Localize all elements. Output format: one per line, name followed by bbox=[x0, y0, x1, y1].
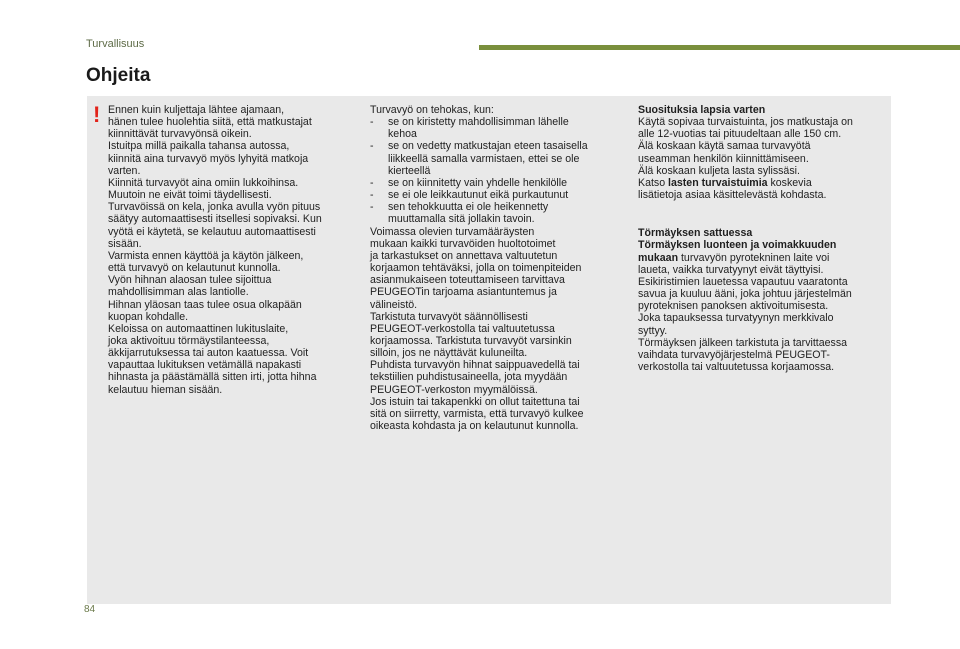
dash-marker: - bbox=[370, 176, 374, 189]
text-line: varten. bbox=[108, 164, 141, 177]
text-line: kiinnittävät turvavyönsä oikein. bbox=[108, 128, 252, 141]
text-line: Kiinnitä turvavyöt aina omiin lukkoihinsa. bbox=[108, 176, 299, 189]
text-line: verkostolla tai valtuutetussa korjaamossa. bbox=[638, 360, 835, 373]
text-line: että turvavyö on kelautunut kunnolla. bbox=[108, 262, 281, 275]
text-line: syttyy. bbox=[638, 324, 668, 337]
column-general-instructions bbox=[108, 104, 356, 396]
text-line: Vyön hihnan alaosan tulee sijoittua bbox=[108, 274, 272, 287]
text-line: Voimassa olevien turvamääräysten bbox=[370, 225, 535, 238]
refer-line bbox=[638, 177, 886, 189]
text-line: Puhdista turvavyön hihnat saippuavedellä tai bbox=[370, 359, 580, 372]
text-line: Varmista ennen käyttöä ja käytön jälkeen, bbox=[108, 249, 304, 262]
text-line: kiinnitä aina turvavyö myös lyhyitä matkoja bbox=[108, 152, 309, 165]
text-line: korjaamon tehtäväksi, jolla on toimenpiteiden bbox=[370, 262, 582, 275]
text-line: Käytä sopivaa turvaistuinta, jos matkustaja on bbox=[638, 116, 853, 129]
text-line: Esikiristimien lauetessa vapautuu vaaratonta bbox=[638, 275, 848, 288]
text-line: sitä on siirretty, varmista, että turvavyö kulkee bbox=[370, 407, 584, 420]
list-item bbox=[370, 116, 620, 140]
text-line: lisätietoja asiaa käsittelevästä kohdasta. bbox=[638, 189, 827, 202]
text-line: oikeasta kohdasta ja on kelautunut kunnolla. bbox=[370, 420, 579, 433]
section-label: Turvallisuus bbox=[86, 38, 145, 50]
list-item bbox=[370, 201, 620, 225]
page-number: 84 bbox=[84, 604, 96, 615]
text-line: kehoa bbox=[388, 128, 417, 141]
text-line: joka aktivoituu törmäystilanteessa, bbox=[108, 334, 270, 347]
collision-rest: turvavyön pyrotekninen laite voi bbox=[678, 251, 830, 264]
text-line: se ei ole leikkautunut eikä purkautunut bbox=[388, 189, 569, 202]
text-line: laueta, vaikka turvatyynyt eivät täyttyisi. bbox=[638, 263, 824, 276]
column-seatbelt-effectiveness bbox=[370, 104, 620, 432]
text-line: PEUGEOTin tarjoama asiantuntemus ja bbox=[370, 286, 557, 299]
refer-post: koskevia bbox=[767, 176, 812, 189]
text-line: asianmukaiseen toteuttamiseen tarvittava bbox=[370, 274, 565, 287]
text-line: se on kiristetty mahdollisimman lähelle bbox=[388, 116, 569, 129]
list-item bbox=[370, 177, 620, 189]
text-line: PEUGEOT-verkoston myymälöissä. bbox=[370, 383, 538, 396]
text-line: vaihdata turvavyöjärjestelmä PEUGEOT- bbox=[638, 348, 830, 361]
text-line: kuopan kohdalle. bbox=[108, 310, 189, 323]
text-line: ja tarkastukset on annettava valtuutetun bbox=[370, 249, 558, 262]
text-line: Jos istuin tai takapenkki on ollut taitettuna tai bbox=[370, 395, 580, 408]
text-line: se on vedetty matkustajan eteen tasaisella bbox=[388, 140, 588, 153]
warning-icon: ! bbox=[93, 102, 101, 127]
text-line: Muutoin ne eivät toimi täydellisesti. bbox=[108, 189, 272, 202]
dash-marker: - bbox=[370, 189, 374, 202]
text-line: tekstiilien puhdistusaineella, jota myydään bbox=[370, 371, 568, 384]
text-line: kierteellä bbox=[388, 164, 431, 177]
text-line: välineistö. bbox=[370, 298, 418, 311]
text-line: Turvavöissä on kela, jonka avulla vyön pituus bbox=[108, 201, 321, 214]
collision-heading: Törmäyksen sattuessa bbox=[638, 227, 753, 240]
refer-pre: Katso bbox=[638, 176, 669, 189]
text-line: Tarkistuta turvavyöt säännöllisesti bbox=[370, 310, 528, 323]
column-children-collision bbox=[638, 104, 886, 373]
children-heading: Suosituksia lapsia varten bbox=[638, 104, 766, 116]
page-title: Ohjeita bbox=[86, 65, 151, 86]
text-line: Hihnan yläosan taas tulee osua olkapään bbox=[108, 298, 302, 311]
text-line: sen tehokkuutta ei ole heikennetty bbox=[388, 201, 549, 214]
text-line: PEUGEOT-verkostolla tai valtuutetussa bbox=[370, 322, 555, 335]
child-seats-reference: lasten turvaistuimia bbox=[668, 176, 768, 189]
text-line: säätyy automaattisesti itsellesi sopivaksi. Kun bbox=[108, 213, 322, 226]
text-line: Ennen kuin kuljettaja lähtee ajamaan, bbox=[108, 104, 285, 116]
list-item bbox=[370, 189, 620, 201]
collision-line bbox=[638, 252, 886, 264]
text-line: Älä koskaan kuljeta lasta sylissäsi. bbox=[638, 164, 800, 177]
text-line: Älä koskaan käytä samaa turvavyötä bbox=[638, 140, 811, 153]
text-line: Törmäyksen jälkeen tarkistuta ja tarvittaessa bbox=[638, 336, 848, 349]
text-line: mukaan kaikki turvavöiden huoltotoimet bbox=[370, 237, 556, 250]
text-line: pyroteknisen panoksen aktivoitumisesta. bbox=[638, 300, 829, 313]
text-line: hihnasta ja päästämällä sitten irti, jotta hihna bbox=[108, 371, 317, 384]
text-line: muuttamalla sitä jollakin tavoin. bbox=[388, 213, 535, 226]
text-line: vapauttaa lukituksen vetämällä napakasti bbox=[108, 359, 302, 372]
text-line: kelautuu hieman sisään. bbox=[108, 383, 223, 396]
text-line: korjaamossa. Tarkistuta turvavyöt varsinkin bbox=[370, 334, 572, 347]
collision-bold-word: mukaan bbox=[638, 251, 679, 264]
text-line: hänen tulee huolehtia siitä, että matkustajat bbox=[108, 116, 312, 129]
text-line: äkkijarrutuksessa tai auton kaatuessa. Voit bbox=[108, 347, 309, 360]
text-line: savua ja kuuluu ääni, joka johtuu järjestelmän bbox=[638, 288, 852, 301]
collision-bold-line: Törmäyksen luonteen ja voimakkuuden bbox=[638, 239, 837, 252]
text-line: Keloissa on automaattinen lukituslaite, bbox=[108, 322, 289, 335]
header-rule bbox=[479, 45, 960, 50]
list-item bbox=[370, 140, 620, 176]
dash-marker: - bbox=[370, 201, 374, 214]
dash-marker: - bbox=[370, 116, 374, 129]
text-line: silloin, jos ne näyttävät kuluneilta. bbox=[370, 347, 528, 360]
text-line: alle 12-vuotias tai pituudeltaan alle 150 cm. bbox=[638, 128, 842, 141]
dash-marker: - bbox=[370, 140, 374, 153]
spacer bbox=[638, 201, 886, 227]
text-line: sisään. bbox=[108, 237, 142, 250]
text-line: se on kiinnitetty vain yhdelle henkilölle bbox=[388, 176, 568, 189]
text-line: liikkeellä samalla varmistaen, ettei se ole bbox=[388, 152, 580, 165]
text-line: Istuitpa millä paikalla tahansa autossa, bbox=[108, 140, 290, 153]
text-line: mahdollisimman alas lantiolle. bbox=[108, 286, 249, 299]
list-intro: Turvavyö on tehokas, kun: bbox=[370, 104, 494, 116]
text-line: useamman henkilön kiinnittämiseen. bbox=[638, 152, 809, 165]
text-line: Joka tapauksessa turvatyynyn merkkivalo bbox=[638, 312, 834, 325]
text-line: vyötä ei käytetä, se kelautuu automaattisesti bbox=[108, 225, 316, 238]
